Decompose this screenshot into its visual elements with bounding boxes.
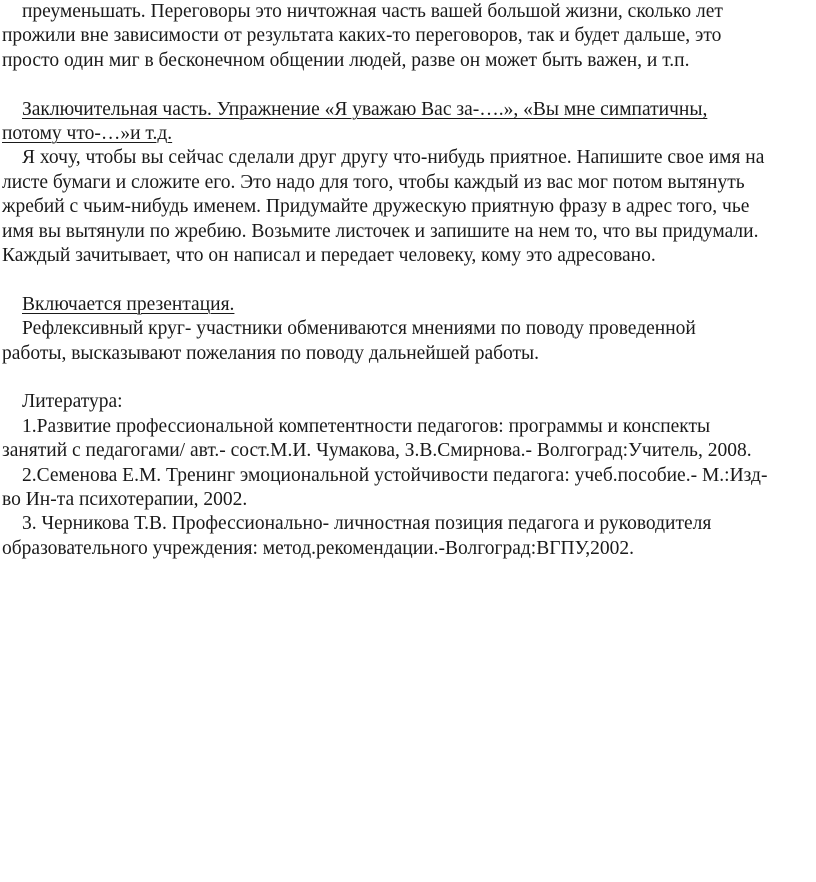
literature-item-line: занятий с педагогами/ авт.- сост.М.И. Чумакова, З.В.Смирнова.- Волгоград:Учитель, 2008.	[2, 440, 752, 462]
intro-line: преуменьшать. Переговоры это ничтожная часть вашей большой жизни, сколько лет	[22, 1, 723, 22]
intro-line: прожили вне зависимости от результата каких-то переговоров, так и будет дальше, это	[2, 25, 722, 47]
presentation-heading: Включается презентация.	[22, 293, 235, 315]
final-part-body-line: Я хочу, чтобы вы сейчас сделали друг другу что-нибудь приятное. Напишите свое имя на	[22, 147, 765, 169]
literature-item	[2, 512, 814, 561]
final-part-body	[2, 146, 814, 268]
final-part-body-line: листе бумаги и сложите его. Это надо для того, чтобы каждый из вас мог потом вытянуть	[2, 171, 745, 193]
intro-line: просто один миг в бесконечном общении людей, разве он может быть важен, и т.п.	[2, 49, 690, 71]
intro-paragraph	[2, 0, 814, 73]
final-part-heading-line: потому что-…»и т.д.	[2, 123, 173, 145]
paragraph-gap	[2, 366, 814, 390]
literature-item-line: образовательного учреждения: метод.рекомендации.-Волгоград:ВГПУ,2002.	[2, 537, 634, 559]
presentation-section	[2, 293, 814, 366]
presentation-body-line: Рефлексивный круг- участники обмениваются мнениями по поводу проведенной	[22, 318, 696, 340]
literature-item-line: 1.Развитие профессиональной компетентности педагогов: программы и конспекты	[22, 415, 711, 437]
paragraph-gap	[2, 73, 814, 97]
literature-item-line: 3. Черникова Т.В. Профессионально- личностная позиция педагога и руководителя	[22, 513, 712, 535]
final-part-body-line: имя вы вытянули по жребию. Возьмите листочек и запишите на нем то, что вы придумали.	[2, 220, 759, 242]
literature-heading: Литература:	[22, 391, 123, 413]
literature-item-line: 2.Семенова Е.М. Тренинг эмоциональной устойчивости педагога: учеб.пособие.- М.:Изд-	[22, 464, 768, 486]
literature-item-line: во Ин-та психотерапии, 2002.	[2, 489, 248, 511]
final-part-heading-line: Заключительная часть. Упражнение «Я уважаю Вас за-….», «Вы мне симпатичны,	[22, 98, 708, 120]
final-part-heading	[2, 98, 814, 147]
final-part-body-line: жребий с чьим-нибудь именем. Придумайте дружескую приятную фразу в адрес того, чье	[2, 196, 750, 218]
literature-section	[2, 390, 814, 561]
paragraph-gap	[2, 268, 814, 292]
final-part-body-line: Каждый зачитывает, что он написал и передает человеку, кому это адресовано.	[2, 245, 656, 267]
literature-item	[2, 415, 814, 464]
literature-item	[2, 464, 814, 513]
presentation-body-line: работы, высказывают пожелания по поводу дальнейшей работы.	[2, 342, 540, 364]
